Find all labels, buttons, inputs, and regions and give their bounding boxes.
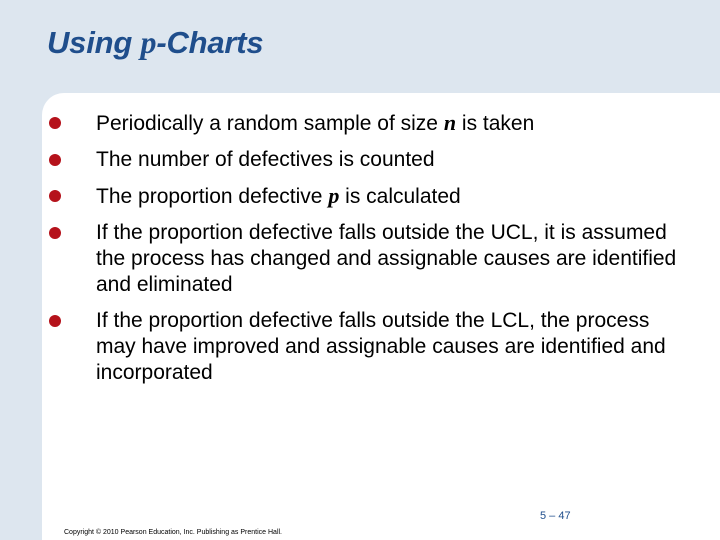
bullet-text: If the proportion defective falls outside the LCL, the process may have improved and assignable causes are identified and incorporated [96, 309, 666, 384]
bullet-item [47, 220, 687, 298]
bullet-text: If the proportion defective falls outside the UCL, it is assumed the process has changed and assignable causes are identified and eliminated [96, 221, 677, 296]
slide-title-prefix: Using [47, 25, 141, 60]
bullet-dot-icon [49, 154, 61, 166]
bullet-dot-icon [49, 227, 61, 239]
page-number: 5 – 47 [540, 510, 571, 522]
bullet-text-after: is calculated [339, 185, 461, 208]
bullet-text: The number of defectives is counted [96, 148, 435, 171]
bullet-item [47, 110, 687, 137]
bullet-text: The proportion defective [96, 185, 329, 208]
bullet-variable: p [328, 183, 340, 208]
bullet-text: Periodically a random sample of size [96, 112, 444, 135]
bullet-dot-icon [49, 190, 61, 202]
slide-title-variable: p [140, 24, 157, 60]
bullet-item [47, 308, 687, 386]
bullet-item [47, 183, 687, 210]
slide-title [47, 24, 263, 61]
bullet-dot-icon [49, 117, 61, 129]
slide-title-suffix: -Charts [156, 25, 264, 60]
bullet-text-after: is taken [456, 112, 535, 135]
bullet-list [47, 110, 687, 396]
bullet-dot-icon [49, 315, 61, 327]
bullet-item [47, 147, 687, 173]
copyright-notice: Copyright © 2010 Pearson Education, Inc. Publishing as Prentice Hall. [64, 529, 283, 536]
bullet-variable: n [443, 110, 457, 135]
